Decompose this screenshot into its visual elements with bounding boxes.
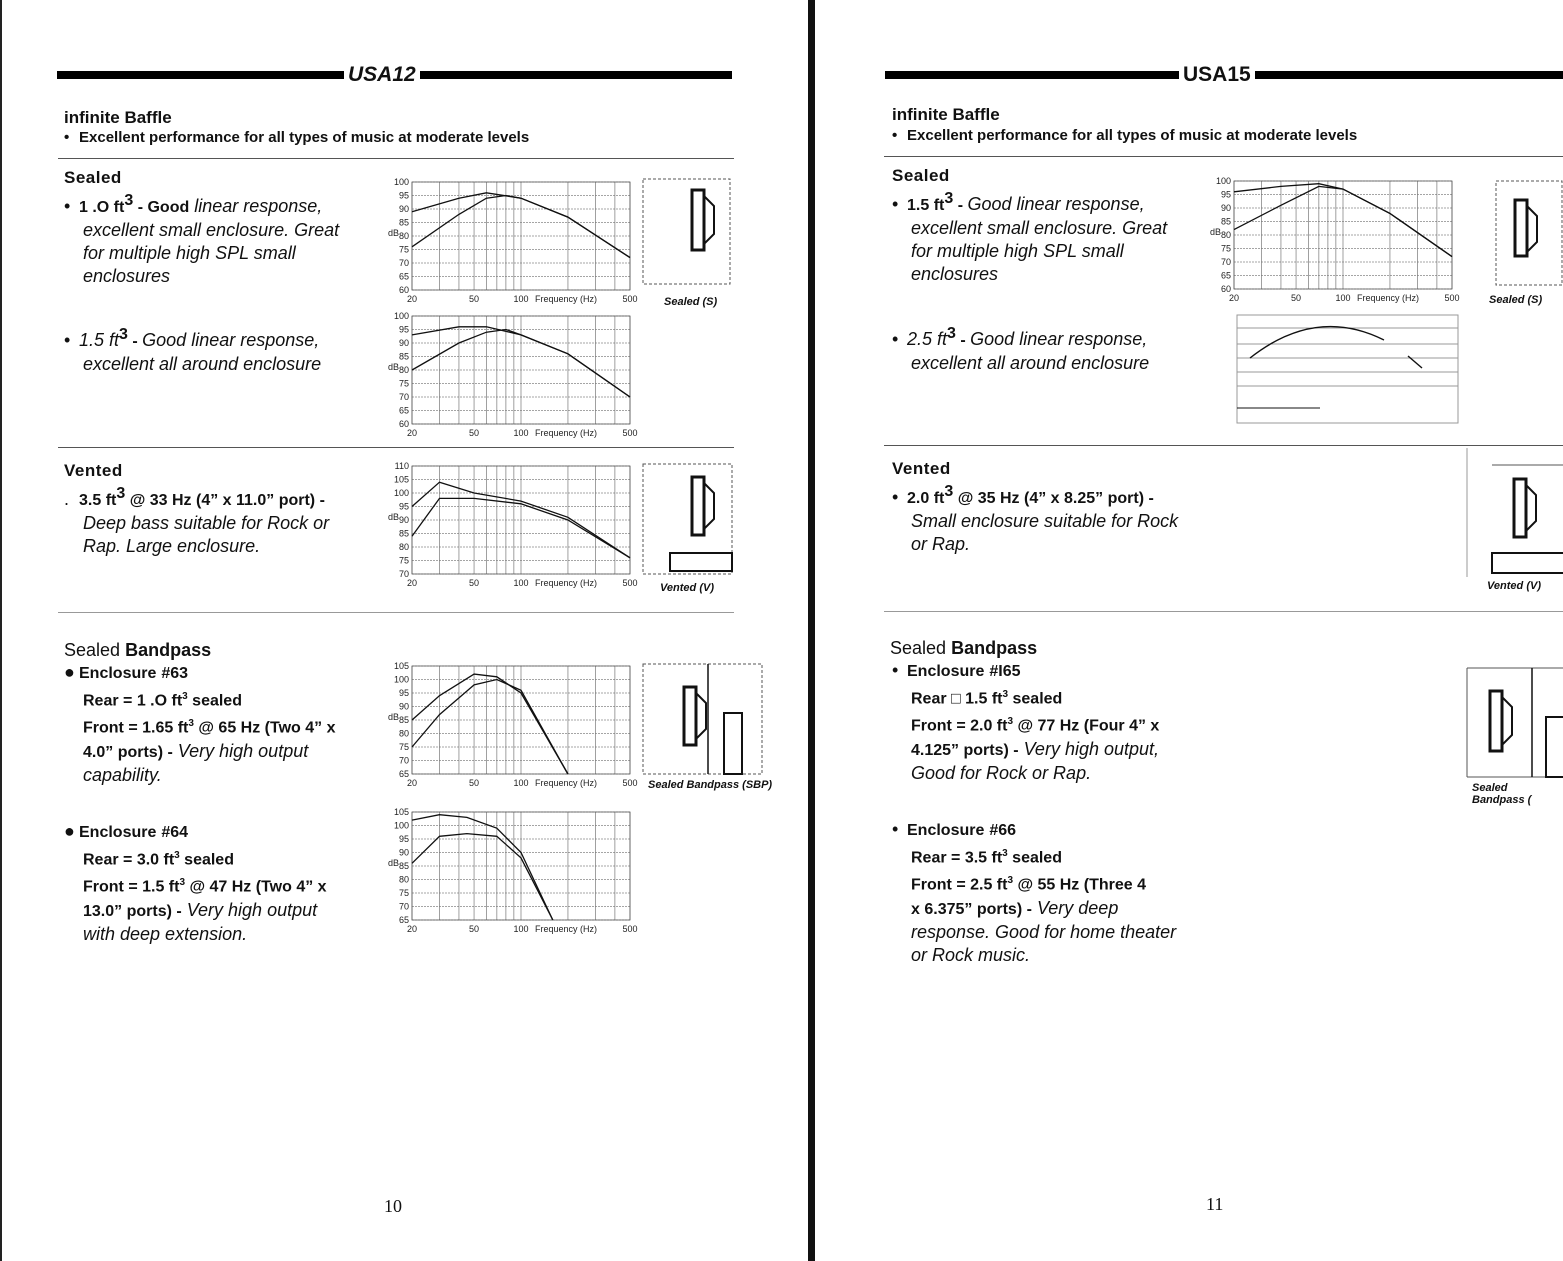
x-tick-label: 20 bbox=[406, 778, 418, 788]
y-tick-label: 95 bbox=[398, 834, 409, 844]
x-tick-label: 500 bbox=[622, 778, 638, 788]
x-tick-label: 50 bbox=[1291, 293, 1302, 303]
y-tick-label: 70 bbox=[398, 392, 409, 402]
x-tick-label: 20 bbox=[406, 924, 418, 934]
y-tick-label: 70 bbox=[398, 569, 409, 579]
chart-usa15-sealed-1 bbox=[1200, 177, 1470, 312]
y-tick-label: 70 bbox=[398, 755, 409, 766]
x-tick-label: 500 bbox=[1444, 293, 1460, 303]
x-tick-label: 50 bbox=[469, 778, 480, 788]
y-tick-label: 85 bbox=[398, 715, 409, 725]
y-tick-label: 75 bbox=[398, 555, 409, 566]
y-tick-label: 95 bbox=[398, 501, 409, 512]
x-tick-label: 20 bbox=[406, 294, 418, 304]
page-edge bbox=[0, 0, 2, 1261]
series-line-lower bbox=[412, 680, 568, 775]
y-tick-label: 85 bbox=[398, 217, 409, 228]
y-tick-label: 75 bbox=[398, 244, 409, 255]
sealed-enclosure-diagram bbox=[642, 178, 732, 288]
sealed-item-2: • 2.5 $ft^3$ - Good linear response, excellent all around enclosure bbox=[892, 325, 1150, 373]
y-tick-label: 70 bbox=[1220, 257, 1231, 267]
enclosure-64: ● Enclosure #64 Rear = 3.0 $ft^3$ sealed Front = 1.5 $ft^3$ @ 47 Hz (Two 4” x 13.0” ports) - Very high output with deep extension. bbox=[64, 821, 327, 944]
enclosure-63: ● Enclosure #63 Rear = 1 .O $ft^3$ sealed Front = 1.65 $ft^3$ @ 65 Hz (Two 4” x 4.0” ports) - Very high output capability. bbox=[64, 662, 336, 785]
y-tick-label: 75 bbox=[1220, 243, 1231, 254]
bandpass-title: Sealed Bandpass bbox=[890, 638, 1038, 658]
y-tick-label: 105 bbox=[393, 662, 409, 671]
y-tick-label: 90 bbox=[398, 847, 409, 858]
ib-title: infinite Baffle bbox=[892, 105, 1000, 124]
x-tick-label: 500 bbox=[622, 924, 638, 934]
vented-item: . 3.5 $ft^3$ @ 33 Hz (4” x 11.0” port) - Deep bass suitable for Rock or Rap. Large enclosure. bbox=[64, 485, 330, 556]
bandpass-enclosure-diagram bbox=[642, 663, 764, 778]
y-tick-label: 85 bbox=[398, 861, 409, 871]
caption-bandpass: Sealed Bandpass (SBP) bbox=[648, 779, 773, 791]
y-tick-label: 80 bbox=[1220, 230, 1231, 240]
y-tick-label: 95 bbox=[398, 324, 409, 335]
y-tick-label: 80 bbox=[398, 231, 409, 241]
x-tick-label: 20 bbox=[1228, 293, 1240, 303]
x-tick-label: 50 bbox=[469, 924, 480, 934]
bandpass-enclosure-diagram bbox=[1466, 667, 1563, 779]
section-divider bbox=[58, 612, 734, 613]
y-tick-label: 80 bbox=[398, 365, 409, 375]
vented-title: Vented bbox=[892, 459, 951, 478]
caption-sealed: Sealed (S) bbox=[1489, 294, 1543, 306]
y-tick-label: 80 bbox=[398, 874, 409, 885]
y-tick-label: 80 bbox=[398, 542, 409, 552]
x-tick-label: 100 bbox=[1335, 293, 1351, 303]
series-line-lower bbox=[412, 834, 553, 920]
y-axis-label: dB bbox=[388, 228, 400, 238]
sealed-item-2: • 1.5 $ft^3$ - Good linear response, excellent all around enclosure bbox=[64, 326, 322, 374]
enclosure-165: • Enclosure #I65 Rear □ 1.5 $ft^3$ sealed Front = 2.0 $ft^3$ @ 77 Hz (Four 4” x 4.125” ports) - Very high output, Good for Rock or Rap. bbox=[892, 660, 1160, 783]
y-tick-label: 60 bbox=[398, 285, 409, 295]
ib-title: infinite Baffle bbox=[64, 108, 172, 127]
y-axis-label: dB bbox=[388, 858, 400, 868]
y-axis-label: dB bbox=[1210, 227, 1222, 237]
sealed-item-1: • 1.5 $ft^3$ - Good linear response, excellent small enclosure. Great for multiple high SPL small enclosures bbox=[892, 190, 1168, 284]
y-tick-label: 85 bbox=[1220, 216, 1231, 227]
y-tick-label: 75 bbox=[398, 888, 409, 898]
vented-enclosure-diagram bbox=[1466, 447, 1563, 579]
x-tick-label: 50 bbox=[469, 428, 480, 438]
x-axis-label: Frequency (Hz) bbox=[535, 924, 598, 934]
caption-vented: Vented (V) bbox=[1487, 580, 1541, 592]
caption-vented: Vented (V) bbox=[660, 582, 714, 594]
y-axis-label: dB bbox=[388, 362, 400, 372]
y-tick-label: 90 bbox=[398, 338, 409, 348]
caption-sealed: Sealed (S) bbox=[664, 296, 718, 308]
y-tick-label: 70 bbox=[398, 258, 409, 268]
y-tick-label: 65 bbox=[398, 769, 409, 779]
chart-usa12-bp-63 bbox=[378, 662, 648, 797]
y-tick-label: 110 bbox=[394, 462, 409, 471]
y-tick-label: 90 bbox=[398, 701, 409, 712]
x-tick-label: 50 bbox=[469, 578, 480, 588]
y-tick-label: 65 bbox=[398, 915, 409, 925]
x-axis-label: Frequency (Hz) bbox=[535, 428, 598, 438]
vented-item: • 2.0 $ft^3$ @ 35 Hz (4” x 8.25” port) - Small enclosure suitable for Rock or Rap. bbox=[892, 483, 1179, 554]
x-tick-label: 100 bbox=[513, 428, 529, 438]
y-tick-label: 100 bbox=[393, 820, 409, 831]
y-tick-label: 65 bbox=[1220, 270, 1231, 281]
y-axis-label: dB bbox=[388, 512, 400, 522]
y-tick-label: 100 bbox=[393, 488, 409, 498]
x-tick-label: 20 bbox=[406, 578, 418, 588]
chart-grid bbox=[1234, 181, 1452, 289]
x-tick-label: 100 bbox=[513, 578, 529, 588]
y-tick-label: 65 bbox=[398, 405, 409, 416]
chart-grid bbox=[412, 316, 630, 424]
section-divider bbox=[884, 445, 1563, 446]
chart-grid bbox=[412, 466, 630, 574]
y-tick-label: 85 bbox=[398, 528, 409, 539]
x-tick-label: 500 bbox=[622, 578, 638, 588]
ib-desc: • Excellent performance for all types of music at moderate levels bbox=[64, 129, 530, 146]
x-tick-label: 100 bbox=[513, 294, 529, 304]
x-tick-label: 100 bbox=[513, 924, 529, 934]
caption-bandpass: Sealed Bandpass ( bbox=[1472, 782, 1532, 806]
y-tick-label: 90 bbox=[1220, 203, 1231, 213]
y-tick-label: 100 bbox=[1215, 177, 1231, 186]
x-axis-label: Frequency (Hz) bbox=[1357, 293, 1420, 303]
series-line-upper bbox=[412, 674, 568, 774]
y-axis-label: dB bbox=[388, 712, 400, 722]
chart-grid bbox=[412, 812, 630, 920]
sealed-title: Sealed bbox=[892, 166, 950, 185]
model-title: USA15 bbox=[1179, 63, 1255, 87]
y-tick-label: 105 bbox=[393, 474, 409, 485]
x-axis-label: Frequency (Hz) bbox=[535, 578, 598, 588]
y-tick-label: 90 bbox=[398, 515, 409, 525]
model-title: USA12 bbox=[344, 63, 420, 87]
section-divider bbox=[58, 447, 734, 448]
section-divider bbox=[884, 156, 1563, 157]
sealed-title: Sealed bbox=[64, 168, 122, 187]
chart-usa15-sealed-2-partial bbox=[1236, 314, 1460, 426]
y-tick-label: 60 bbox=[398, 419, 409, 429]
x-tick-label: 500 bbox=[622, 294, 638, 304]
x-tick-label: 50 bbox=[469, 294, 480, 304]
chart-usa12-sealed-2 bbox=[378, 312, 648, 447]
y-tick-label: 100 bbox=[393, 674, 409, 685]
section-divider bbox=[58, 158, 734, 159]
y-tick-label: 80 bbox=[398, 728, 409, 739]
x-tick-label: 500 bbox=[622, 428, 638, 438]
y-tick-label: 105 bbox=[393, 808, 409, 817]
page-number: 11 bbox=[1206, 1194, 1224, 1214]
y-tick-label: 85 bbox=[398, 351, 409, 362]
y-tick-label: 60 bbox=[1220, 284, 1231, 294]
bandpass-title: Sealed Bandpass bbox=[64, 640, 212, 660]
page-gutter bbox=[808, 0, 815, 1261]
chart-usa12-vented bbox=[378, 462, 648, 597]
x-tick-label: 20 bbox=[406, 428, 418, 438]
y-tick-label: 65 bbox=[398, 271, 409, 282]
y-tick-label: 70 bbox=[398, 901, 409, 912]
y-tick-label: 95 bbox=[398, 688, 409, 698]
series-line-upper bbox=[412, 815, 553, 920]
y-tick-label: 75 bbox=[398, 378, 409, 389]
section-divider bbox=[884, 611, 1563, 612]
page-number: 10 bbox=[384, 1196, 402, 1216]
x-axis-label: Frequency (Hz) bbox=[535, 778, 598, 788]
y-tick-label: 100 bbox=[393, 178, 409, 187]
x-tick-label: 100 bbox=[513, 778, 529, 788]
vented-enclosure-diagram bbox=[642, 463, 734, 578]
vented-title: Vented bbox=[64, 461, 123, 480]
y-tick-label: 95 bbox=[1220, 189, 1231, 200]
chart-grid bbox=[412, 666, 630, 774]
ib-desc: • Excellent performance for all types of music at moderate levels bbox=[892, 127, 1358, 144]
sealed-item-1: • 1 .O $ft^3$ - Good linear response, excellent small enclosure. Great for multiple high SPL small enclosures bbox=[64, 192, 340, 286]
enclosure-66: • Enclosure #66 Rear = 3.5 $ft^3$ sealed Front = 2.5 $ft^3$ @ 55 Hz (Three 4 x 6.375” ports) - Very deep response. Good for home theater or Rock music. bbox=[892, 819, 1177, 965]
x-axis-label: Frequency (Hz) bbox=[535, 294, 598, 304]
chart-usa12-bp-64 bbox=[378, 808, 648, 943]
y-tick-label: 95 bbox=[398, 190, 409, 201]
chart-usa12-sealed-1 bbox=[378, 178, 648, 313]
sealed-enclosure-diagram bbox=[1495, 180, 1563, 288]
y-tick-label: 90 bbox=[398, 204, 409, 214]
y-tick-label: 100 bbox=[393, 312, 409, 321]
y-tick-label: 75 bbox=[398, 742, 409, 752]
